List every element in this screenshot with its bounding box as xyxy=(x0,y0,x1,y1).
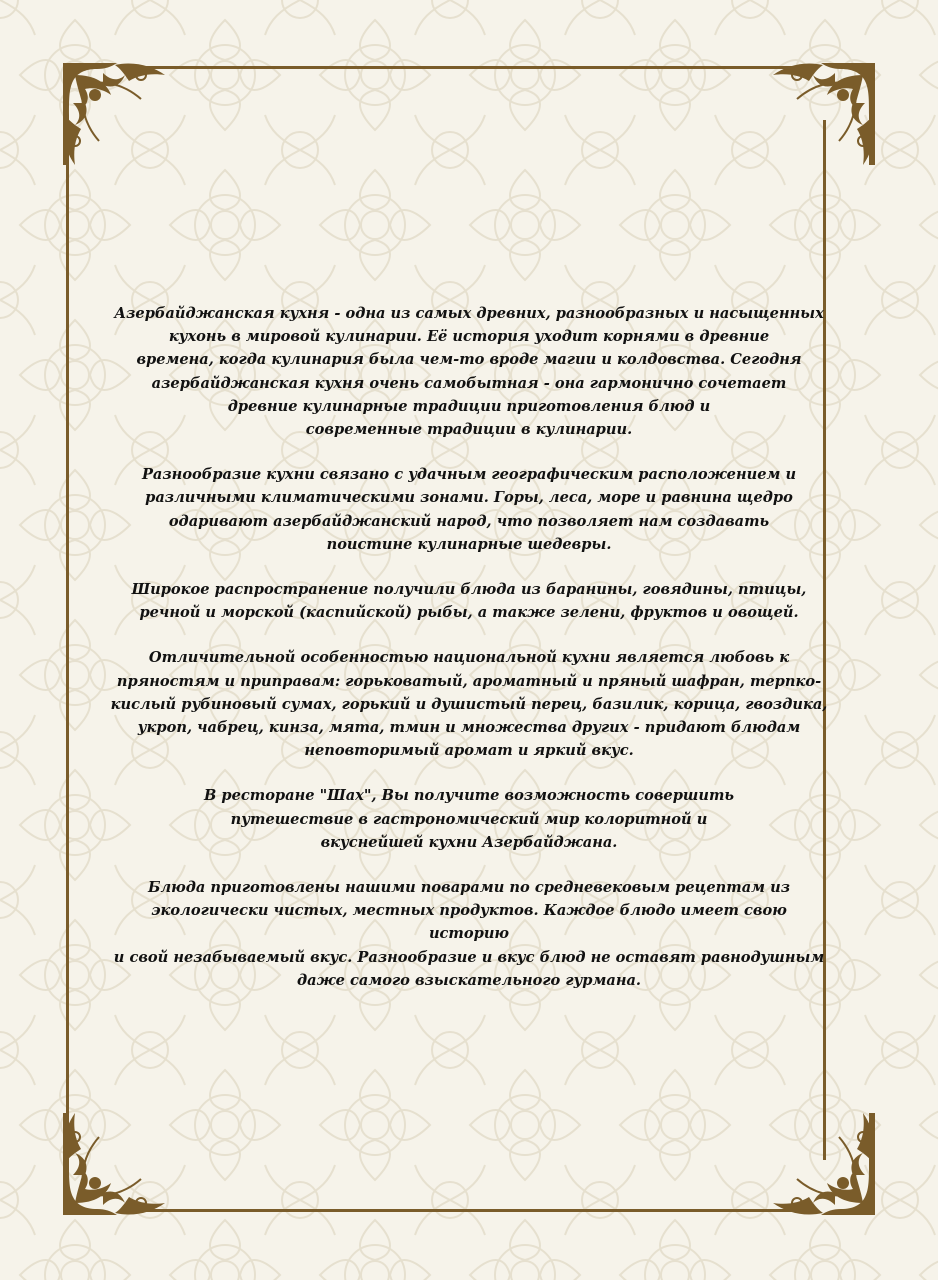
paragraph-ingredients: Широкое распространение получили блюда из баранины, говядины, птицы, речной и морской (каспийской) рыбы, а также зелени, фруктов и овощей. xyxy=(131,581,807,622)
corner-ornament-icon xyxy=(55,1105,173,1223)
frame-border-top xyxy=(120,66,818,69)
paragraph-dishes: Блюда приготовлены нашими поварами по средневековым рецептам из экологически чистых, местных продуктов. Каждое блюдо имеет свою историю и свой незабываемый вкус. Разнообразие и вкус блюд не оставят равнодушным даже самого взыскательного гурмана. xyxy=(113,879,825,989)
corner-ornament-icon xyxy=(765,55,883,173)
paragraph-spices: Отличительной особенностью национальной кухни является любовь к пряностям и приправам: горьковатый, ароматный и пряный шафран, терпко- кислый рубиновый сумах, горький и душистый перец, базилик, корица, гвоздика, укроп, чабрец, кинза, мята, тмин и множества других - придают блюдам неповторимый аромат и яркий вкус. xyxy=(110,649,828,760)
frame-border-left xyxy=(66,120,69,1160)
paragraph-geography: Разнообразие кухни связано с удачным географическим расположением и различными климатическими зонами. Горы, леса, море и равнина щедро одаривают азербайджанский народ, что позволяет нам создавать поистине кулинарные шедевры. xyxy=(141,466,797,553)
text-body xyxy=(110,302,828,1014)
corner-ornament-icon xyxy=(765,1105,883,1223)
corner-ornament-icon xyxy=(55,55,173,173)
frame-border-bottom xyxy=(120,1209,818,1212)
paragraph-intro: Азербайджанская кухня - одна из самых древних, разнообразных и насыщенных кухонь в мировой кулинарии. Её история уходит корнями в древние времена, когда кулинария была чем-то вроде магии и колдовства. Сегодня азербайджанская кухня очень самобытная - она гармонично сочетает древние кулинарные традиции приготовления блюд и современные традиции в кулинарии. xyxy=(114,305,824,439)
paragraph-restaurant: В ресторане "Шах", Вы получите возможность совершить путешествие в гастрономический мир колоритной и вкуснейшей кухни Азербайджана. xyxy=(203,787,735,851)
